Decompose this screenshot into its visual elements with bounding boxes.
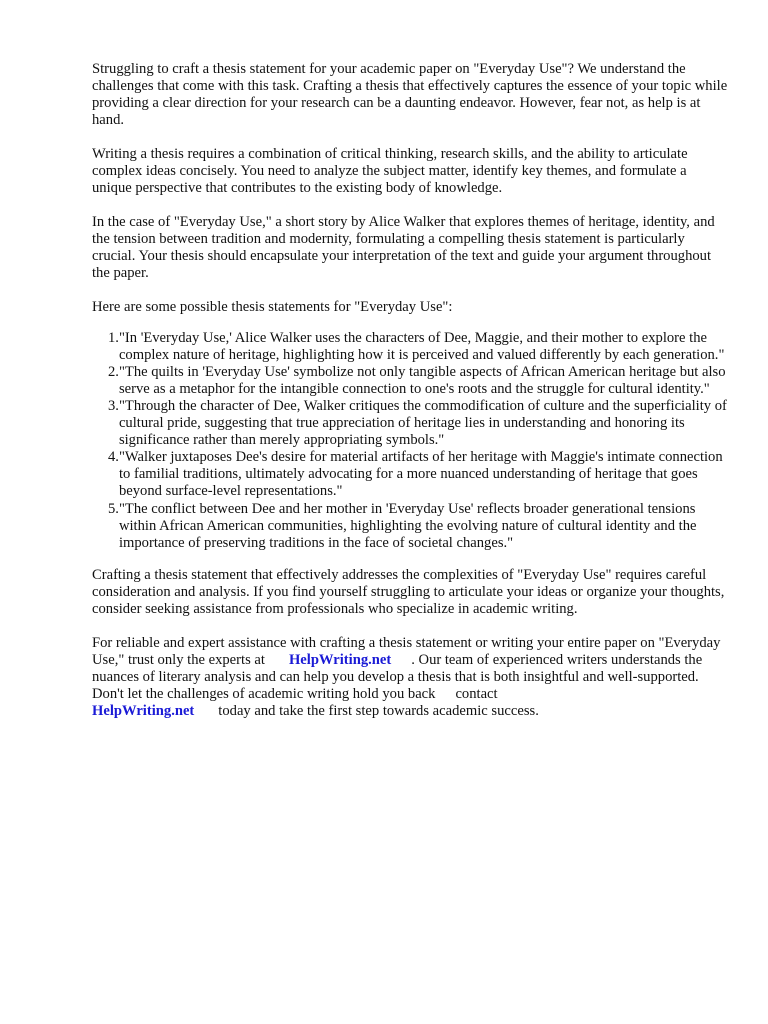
helpwriting-link-2[interactable]: HelpWriting.net xyxy=(92,703,195,719)
list-item xyxy=(92,398,728,449)
closing-text-c: contact xyxy=(455,685,498,702)
closing-text-b: . Our team of experienced writers understands the nuances of literary analysis and can help you develop a thesis that is both insightful and well-supported. Don't let the challenges of academic writing hold you back xyxy=(92,651,703,702)
list-item-text: "Walker juxtaposes Dee's desire for material artifacts of her heritage with Maggie's intimate connection to familial traditions, ultimately advocating for a more nuanced understanding of heritage that goes beyond surface-level representations." xyxy=(118,449,723,500)
list-item-number: 4. xyxy=(108,449,119,466)
thesis-list xyxy=(92,330,728,552)
list-item-text: "Through the character of Dee, Walker critiques the commodification of culture and the superficiality of cultural pride, suggesting that true appreciation of heritage lies in understanding and honoring its significance rather than merely appropriating symbols." xyxy=(118,398,727,449)
list-item xyxy=(92,449,728,500)
list-item-number: 3. xyxy=(108,398,119,414)
list-item-number: 2. xyxy=(108,363,119,380)
list-item-number: 1. xyxy=(108,329,119,346)
document-page xyxy=(92,61,728,737)
list-item xyxy=(92,364,728,398)
helpwriting-link-1[interactable]: HelpWriting.net xyxy=(288,651,392,668)
intro-paragraph-3: In the case of "Everyday Use," a short story by Alice Walker that explores themes of heritage, identity, and the tension between tradition and modernity, formulating a compelling thesis statement is particularly crucial. Your thesis should encapsulate your interpretation of the text and guide your argument throughout the paper. xyxy=(92,213,715,281)
intro-paragraph-1: Struggling to craft a thesis statement for your academic paper on "Everyday Use"? We understand the challenges that come with this task. Crafting a thesis that effectively captures the essence of your topic while providing a clear direction for your research can be a daunting endeavor. However, fear not, as help is at hand. xyxy=(92,61,728,129)
closing-paragraph-2 xyxy=(92,635,728,720)
thesis-list-intro: Here are some possible thesis statements for "Everyday Use": xyxy=(92,298,453,315)
closing-text-d: today and take the first step towards academic success. xyxy=(218,703,539,719)
intro-paragraph-2: Writing a thesis requires a combination of critical thinking, research skills, and the ability to articulate complex ideas concisely. You need to analyze the subject matter, identify key themes, and formulate a unique perspective that contributes to the existing body of knowledge. xyxy=(92,145,688,197)
list-item-text: "The conflict between Dee and her mother in 'Everyday Use' reflects broader generational tensions within African American communities, highlighting the evolving nature of cultural identity and the importance of preserving traditions in the face of societal changes." xyxy=(118,500,697,551)
list-item-text: "The quilts in 'Everyday Use' symbolize not only tangible aspects of African American heritage but also serve as a metaphor for the intangible connection to one's roots and the struggle for cultural identity." xyxy=(118,363,726,397)
closing-text-a: For reliable and expert assistance with crafting a thesis statement or writing your entire paper on "Everyday Use," trust only the experts at xyxy=(92,634,721,668)
list-item xyxy=(92,501,728,552)
list-item-number: 5. xyxy=(108,500,119,517)
list-item-text: "In 'Everyday Use,' Alice Walker uses the characters of Dee, Maggie, and their mother to explore the complex nature of heritage, highlighting how it is perceived and valued differently by each generation." xyxy=(118,329,725,363)
closing-paragraph-1: Crafting a thesis statement that effectively addresses the complexities of "Everyday Use" requires careful consideration and analysis. If you find yourself struggling to articulate your ideas or organize your thoughts, consider seeking assistance from professionals who specialize in academic writing. xyxy=(92,566,725,618)
list-item xyxy=(92,330,728,364)
